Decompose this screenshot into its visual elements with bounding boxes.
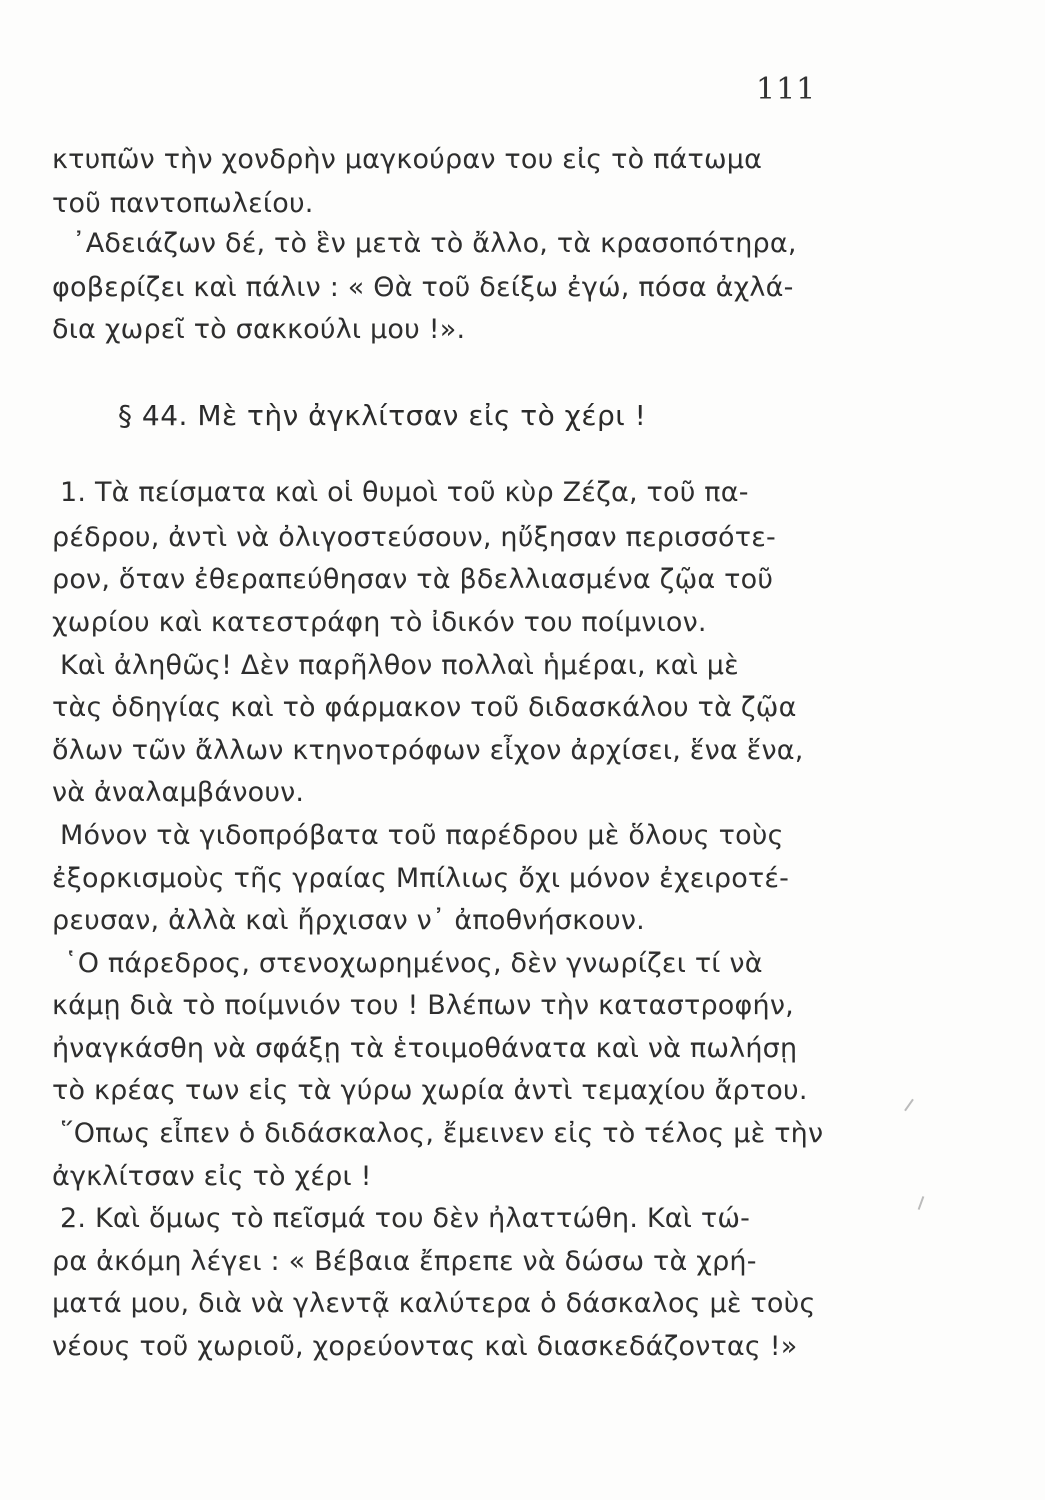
text-line: δια χωρεῖ τὸ σακκούλι μου !».: [52, 314, 466, 345]
text-line: ἠναγκάσθη νὰ σφάξῃ τὰ ἑτοιμοθάνατα καὶ νὰ πωλήσῃ: [52, 1033, 798, 1064]
text-line: ρον, ὅταν ἐθεραπεύθησαν τὰ βδελλιασμένα ζῷα τοῦ: [52, 564, 774, 595]
text-line: 2. Καὶ ὅμως τὸ πεῖσμά του δὲν ἠλαττώθη. Καὶ τώ-: [60, 1203, 751, 1234]
text-line: χωρίου καὶ κατεστράφη τὸ ἰδικόν του ποίμνιον.: [52, 607, 707, 638]
text-line: τὸ κρέας των εἰς τὰ γύρω χωρία ἀντὶ τεμαχίου ἄρτου.: [52, 1075, 808, 1106]
text-line: ῞Οπως εἶπεν ὁ διδάσκαλος, ἔμεινεν εἰς τὸ τέλος μὲ τὴν: [60, 1118, 824, 1149]
scan-speck: [918, 1196, 925, 1210]
text-line: νέους τοῦ χωριοῦ, χορεύοντας καὶ διασκεδάζοντας !»: [52, 1331, 798, 1362]
text-line: φοβερίζει καὶ πάλιν : « Θὰ τοῦ δείξω ἐγώ, πόσα ἀχλά-: [52, 272, 794, 303]
text-line: ρέδρου, ἀντὶ νὰ ὀλιγοστεύσουν, ηὔξησαν περισσότε-: [52, 522, 776, 553]
text-line: ματά μου, διὰ νὰ γλεντᾷ καλύτερα ὁ δάσκαλος μὲ τοὺς: [52, 1288, 816, 1319]
text-line: τὰς ὁδηγίας καὶ τὸ φάρμακον τοῦ διδασκάλου τὰ ζῷα: [52, 692, 797, 723]
text-line: 1. Τὰ πείσματα καὶ οἱ θυμοὶ τοῦ κὺρ Ζέζα, τοῦ πα-: [60, 477, 749, 508]
text-line: ὅλων τῶν ἄλλων κτηνοτρόφων εἶχον ἀρχίσει, ἕνα ἕνα,: [52, 735, 804, 766]
page-number: 111: [756, 72, 817, 107]
text-line: κάμῃ διὰ τὸ ποίμνιόν του ! Βλέπων τὴν καταστροφήν,: [52, 990, 794, 1021]
text-line: τοῦ παντοπωλείου.: [52, 188, 314, 219]
text-line: ἐξορκισμοὺς τῆς γραίας Μπίλιως ὄχι μόνον ἐχειροτέ-: [52, 863, 790, 894]
text-line: ρευσαν, ἀλλὰ καὶ ἤρχισαν ν᾽ ἀποθνήσκουν.: [52, 905, 645, 936]
text-line: ἀγκλίτσαν εἰς τὸ χέρι !: [52, 1161, 372, 1192]
text-line: Καὶ ἀληθῶς! Δὲν παρῆλθον πολλαὶ ἡμέραι, καὶ μὲ: [60, 650, 739, 681]
text-line: Μόνον τὰ γιδοπρόβατα τοῦ παρέδρου μὲ ὅλους τοὺς: [60, 820, 784, 851]
section-heading: § 44. Μὲ τὴν ἀγκλίτσαν εἰς τὸ χέρι !: [118, 399, 647, 432]
text-line: ρα ἀκόμη λέγει : « Βέβαια ἔπρεπε νὰ δώσω τὰ χρή-: [52, 1246, 757, 1277]
text-line: ᾿Αδειάζων δέ, τὸ ἓν μετὰ τὸ ἄλλο, τὰ κρασοπότηρα,: [72, 228, 797, 259]
scan-speck: [904, 1099, 914, 1112]
text-line: νὰ ἀναλαμβάνουν.: [52, 777, 305, 808]
text-line: κτυπῶν τὴν χονδρὴν μαγκούραν του εἰς τὸ πάτωμα: [52, 144, 763, 175]
text-line: ῾Ο πάρεδρος, στενοχωρημένος, δὲν γνωρίζει τί νὰ: [64, 948, 763, 979]
